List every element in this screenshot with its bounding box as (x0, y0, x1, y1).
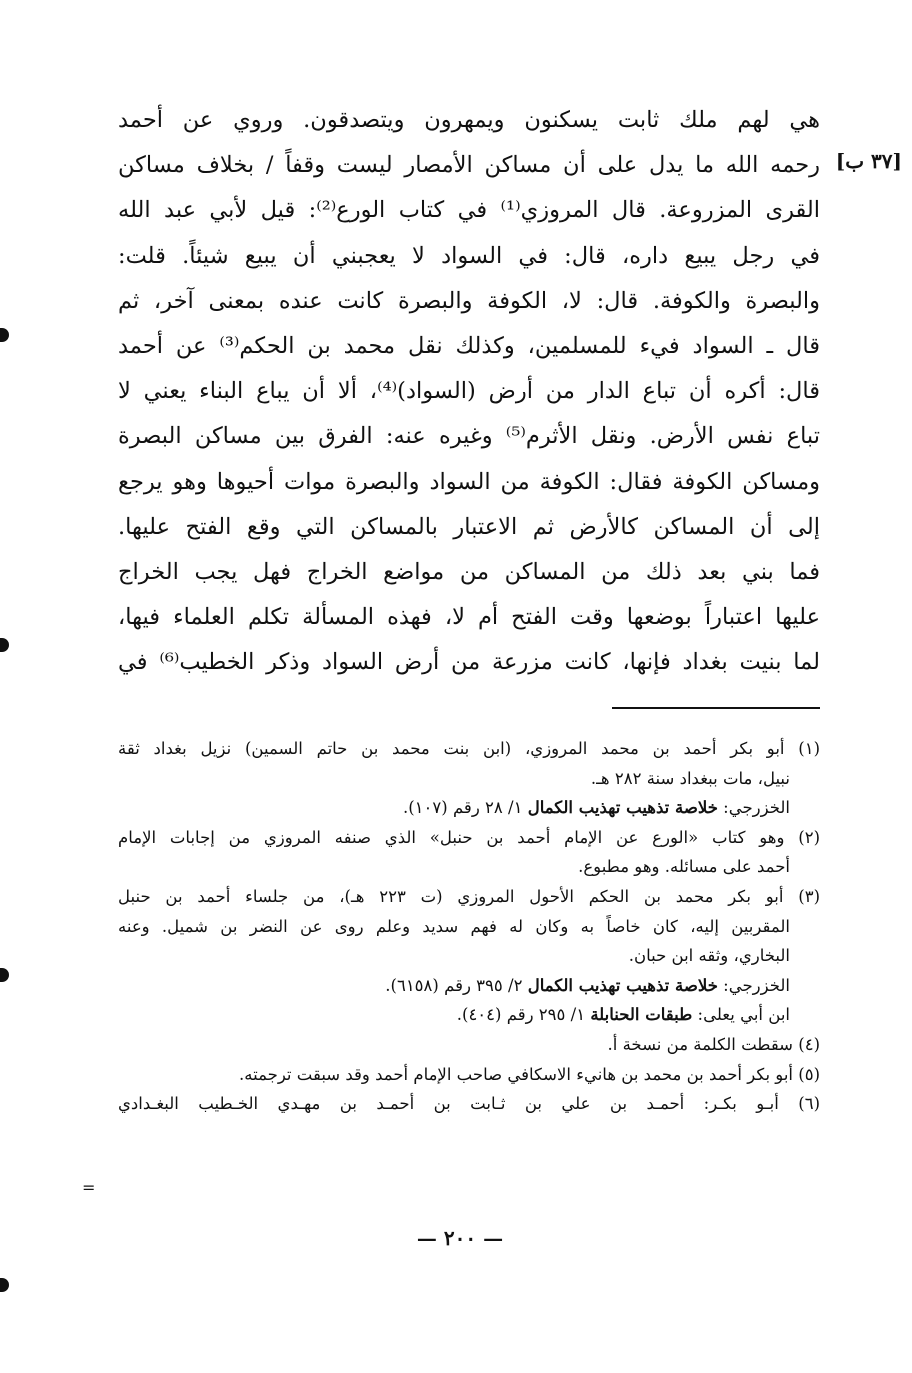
source-reference: ١/ ٢٨ رقم (١٠٧). (402, 798, 528, 818)
source-author: الخزرجي: (717, 798, 790, 818)
source-book-title: طبقات الحنابلة (590, 1005, 693, 1025)
footnote-2: (٢) وهو كتاب «الورع عن الإمام أحمد بن حنبل» الذي صنفه المروزي من إجابات الإمام (118, 827, 820, 847)
source-author: الخزرجي: (717, 975, 790, 995)
scan-edge-mark (0, 1278, 9, 1292)
footnote-5: (٥) أبو بكر أحمد بن محمد بن هانيء الاسكافي صاحب الإمام أحمد وقد سبقت ترجمته. (239, 1064, 820, 1084)
source-reference: ٢/ ٣٩٥ رقم (٦١٥٨). (385, 975, 528, 995)
text-line: قال ـ السواد فيء للمسلمين، وكذلك نقل محمد بن الحكم⁽³⁾ عن أحمد (118, 332, 820, 359)
text-line: ومساكن الكوفة فقال: الكوفة من السواد والبصرة موات أحيوها وهو يرجع (118, 468, 820, 495)
text-line: قال: أكره أن تباع الدار من أرض (السواد)⁽⁴⁾، ألا أن يباع البناء يعني لا (118, 378, 820, 405)
footnote-3-continuation: البخاري، وثقه ابن حبان. (628, 946, 790, 966)
source-reference: ١/ ٢٩٥ رقم (٤٠٤). (456, 1005, 591, 1025)
scan-edge-mark (0, 638, 9, 652)
text-line: هي لهم ملك ثابت يسكنون ويمهرون ويتصدقون. وروي عن أحمد (118, 107, 820, 133)
footnote-3: (٣) أبو بكر محمد بن الحكم الأحول المروزي (ت ٢٢٣ هـ)، من جلساء أحمد بن حنبل (118, 886, 820, 906)
footnote-1: (١) أبو بكر أحمد بن محمد المروزي، (ابن بنت محمد بن حاتم السمين) نزيل بغداد ثقة (118, 739, 820, 758)
footnote-2-continuation: أحمد على مسائله. وهو مطبوع. (578, 857, 790, 877)
footnote-1-source (118, 793, 820, 823)
manuscript-folio-marker: [٣٧ ب] (835, 149, 902, 173)
source-book-title: خلاصة تذهيب تهذيب الكمال (527, 798, 718, 818)
continuation-mark: = (82, 1178, 96, 1197)
footnotes (118, 734, 820, 1119)
scan-edge-mark (0, 328, 9, 342)
text-line: تباع نفس الأرض. ونقل الأثرم⁽⁵⁾ وغيره عنه: الفرق بين مساكن البصرة (118, 423, 820, 450)
footnote-4: (٤) سقطت الكلمة من نسخة أ. (607, 1034, 820, 1054)
text-line: رحمه الله ما يدل على أن مساكن الأمصار ليست وقفاً / بخلاف مساكن (118, 152, 820, 179)
footnote-3-source (118, 1000, 820, 1030)
source-book-title: خلاصة تذهيب تهذيب الكمال (527, 975, 718, 995)
source-author: ابن أبي يعلى: (692, 1005, 790, 1025)
text-line: فما بني بعد ذلك من المساكن من مواضع الخراج فهل يجب الخراج (118, 558, 820, 585)
main-text-body (118, 98, 820, 685)
footnote-6: (٦) أبـو بكـر: أحمـد بن علي بن ثـابت بن أحمـد بن مهـدي الخـطيب البغـدادي (118, 1094, 820, 1114)
text-line: القرى المزروعة. قال المروزي⁽¹⁾ في كتاب الورع⁽²⁾: قيل لأبي عبد الله (118, 197, 820, 224)
scan-edge-mark (0, 968, 9, 982)
footnote-1-continuation: نبيل، مات ببغداد سنة ٢٨٢ هـ. (590, 768, 790, 788)
footnote-3-source (118, 971, 820, 1001)
footnote-separator (612, 707, 820, 709)
text-line: لما بنيت بغداد فإنها، كانت مزرعة من أرض السواد وذكر الخطيب⁽⁶⁾ في (118, 649, 820, 676)
page-number: — ٢٠٠ — (416, 1226, 504, 1250)
text-line: إلى أن المساكن كالأرض ثم الاعتبار بالمساكن التي وقع الفتح عليها. (118, 513, 820, 540)
footnote-3-continuation: المقربين إليه، كان خاصاً به وكان له فهم سديد وعلم روى عن النضر بن شميل. وعنه (118, 916, 790, 936)
text-line: والبصرة والكوفة. قال: لا، الكوفة والبصرة كانت عنده بمعنى آخر، ثم (118, 287, 820, 314)
text-line: عليها اعتباراً بوضعها وقت الفتح أم لا، فهذه المسألة تكلم العلماء فيها، (118, 604, 820, 631)
text-line: في رجل يبيع داره، قال: في السواد لا يعجبني أن يبيع شيئاً. قلت: (118, 242, 820, 269)
